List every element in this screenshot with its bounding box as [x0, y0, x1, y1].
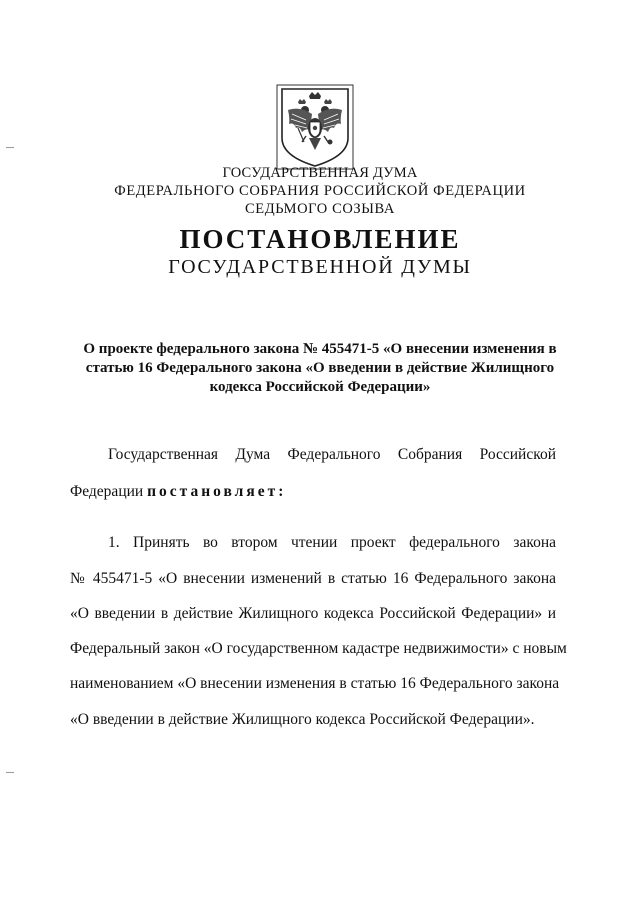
- convocation: СЕДЬМОГО СОЗЫВА: [245, 201, 395, 217]
- institution-parent: ФЕДЕРАЛЬНОГО СОБРАНИЯ РОССИЙСКОЙ ФЕДЕРАЦИИ: [114, 183, 526, 199]
- item-line: № 455471-5 «О внесении изменений в статью 16 Федерального закона: [70, 570, 556, 587]
- subject-line: кодекса Российской Федерации»: [209, 379, 431, 395]
- item-line: «О введении в действие Жилищного кодекса Российской Федерации» и: [70, 605, 556, 622]
- intro-line: Государственная Дума Федерального Собрания Российской: [108, 446, 556, 463]
- margin-mark: [6, 772, 14, 773]
- coat-of-arms-icon: [276, 84, 354, 170]
- decree-verb: постановляет:: [147, 483, 287, 500]
- document-subject: [60, 340, 580, 397]
- subject-line: О проекте федерального закона № 455471-5 «О внесении изменения в: [83, 341, 557, 357]
- margin-mark: [6, 147, 14, 148]
- item-line: Федеральный закон «О государственном кадастре недвижимости» с новым: [70, 640, 567, 657]
- institution-name: ГОСУДАРСТВЕННАЯ ДУМА: [222, 165, 418, 181]
- intro-line: [70, 483, 556, 501]
- subject-line: статью 16 Федерального закона «О введении в действие Жилищного: [85, 360, 555, 376]
- document-issuer: ГОСУДАРСТВЕННОЙ ДУМЫ: [168, 256, 472, 278]
- document-type: ПОСТАНОВЛЕНИЕ: [179, 224, 461, 254]
- item-line: 1. Принять во втором чтении проект федерального закона: [108, 534, 556, 551]
- intro-text: Федерации: [70, 483, 148, 500]
- item-line: «О введении в действие Жилищного кодекса Российской Федерации».: [70, 711, 535, 728]
- item-line: наименованием «О внесении изменения в статью 16 Федерального закона: [70, 675, 560, 692]
